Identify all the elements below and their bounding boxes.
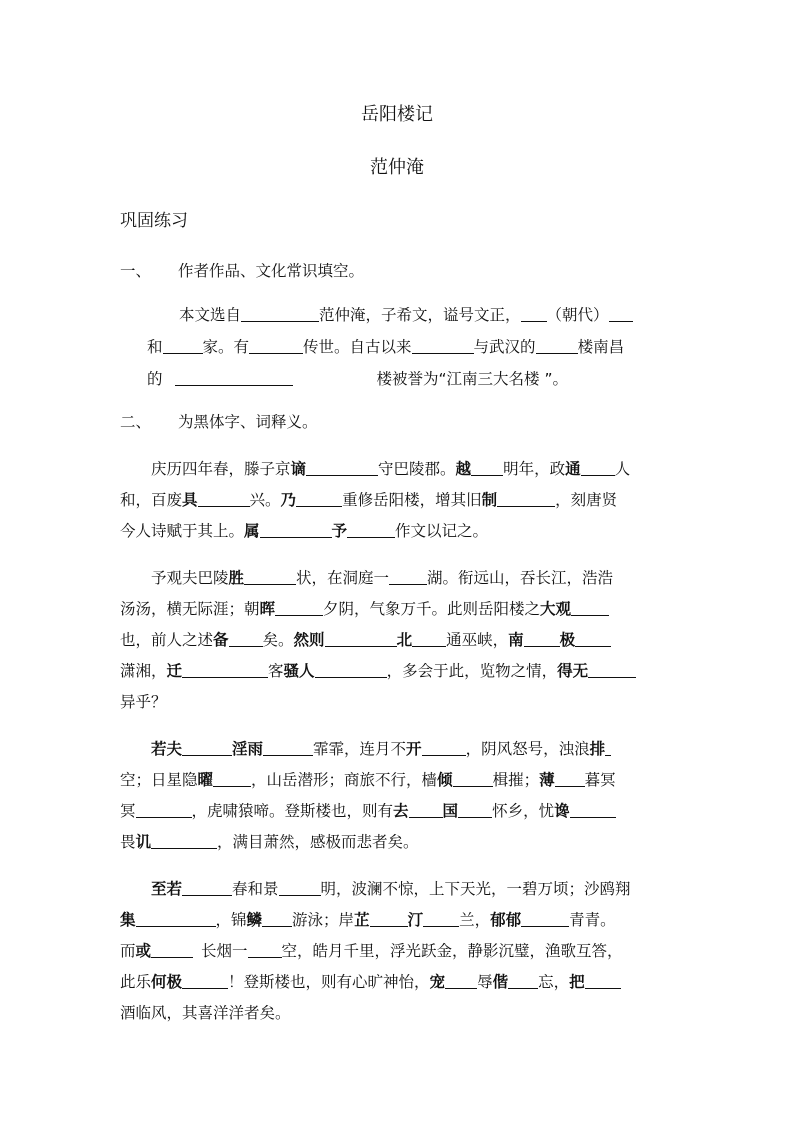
blank[interactable] [279,879,321,896]
blank[interactable] [445,972,477,989]
blank[interactable] [389,568,427,585]
blank[interactable] [409,801,443,818]
p4-line-1: 至若 春和景 明，波澜不惊，上下天光，一碧万顷；沙鸥翔 [151,880,631,898]
blank[interactable] [151,941,193,958]
blank[interactable] [508,972,538,989]
blank[interactable] [296,490,342,507]
p4-line-4: 此乐何极 ！登斯楼也，则有心旷神怡，宠 辱偕 忘，把 [120,971,621,993]
blank[interactable] [412,337,474,354]
blank[interactable] [198,490,250,507]
p3-line-1: 若夫 淫雨 霏霏，连月不开 ，阴风怒号，浊浪排 [151,738,611,760]
p1-line-3: 今人诗赋于其上。属 予 作文以记之。 [120,522,489,540]
blank[interactable] [524,630,560,647]
blank[interactable] [570,801,616,818]
blank[interactable] [536,337,578,354]
blank[interactable] [182,879,232,896]
p4-line-5: 酒临风，其喜洋洋者矣。 [120,1004,291,1022]
q1-line-2: 和 家。有 传世。自古以来 与武汉的 楼南昌 [147,338,625,356]
blank[interactable] [136,910,216,927]
question-1-heading [120,260,364,282]
p4-line-3: 而或 长烟一 空，皓月千里，浮光跃金，静影沉璧，渔歌互答， [120,942,623,960]
blank[interactable] [182,972,228,989]
blank[interactable] [605,739,611,756]
question-number: 二、 [120,413,152,431]
blank[interactable] [151,832,217,849]
blank[interactable] [275,599,323,616]
q1-line-3: 的 楼被誉为“江南三大名楼 ”。 [147,370,569,388]
p2-line-5: 异乎？ [120,693,167,711]
blank[interactable] [262,910,292,927]
blank[interactable] [571,599,609,616]
blank[interactable] [581,459,615,476]
blank[interactable] [412,630,446,647]
blank[interactable] [609,305,633,322]
q1-line-1: 本文选自 范仲淹，子希文，谥号文正， （朝代） [179,304,633,326]
p2-line-2: 汤汤，横无际涯；朝晖 夕阴，气象万千。此则岳阳楼之大观 [120,598,609,620]
blank[interactable] [263,739,313,756]
blank[interactable] [521,910,569,927]
blank[interactable] [585,972,621,989]
blank[interactable] [423,910,459,927]
question-prompt: 为黑体字、词释义。 [178,413,318,431]
blank[interactable] [458,801,492,818]
blank[interactable] [163,337,203,354]
blank[interactable] [136,801,192,818]
blank[interactable] [453,770,493,787]
p3-line-2: 空；日星隐曜 ，山岳潜形；商旅不行，樯倾 楫摧；薄 暮冥 [120,771,616,789]
blank[interactable] [555,770,585,787]
blank[interactable] [370,910,408,927]
blank[interactable] [347,521,395,538]
blank[interactable] [588,661,636,678]
blank[interactable] [315,661,387,678]
p1-line-2: 和，百废具 兴。乃 重修岳阳楼，增其旧制 ，刻唐贤 [120,491,618,509]
blank[interactable] [241,305,319,322]
blank[interactable] [260,521,332,538]
blank[interactable] [175,369,293,386]
p1-line-1: 庆历四年春，滕子京谪 守巴陵郡。越 明年，政通 人 [151,460,631,478]
blank[interactable] [213,770,251,787]
p3-line-3: 冥 ，虎啸猿啼。登斯楼也，则有去 国 怀乡，忧谗 [120,800,616,822]
p2-line-4: 潇湘，迁 客骚人 ，多会于此，览物之情，得无 [120,660,636,682]
blank[interactable] [422,739,466,756]
p3-line-4: 畏讥 ，满目萧然，感极而悲者矣。 [120,833,419,851]
blank[interactable] [521,305,547,322]
p2-line-3: 也，前人之述备 矣。然则 北 通巫峡，南 极 [120,629,611,651]
blank[interactable] [306,459,378,476]
blank[interactable] [471,459,503,476]
blank[interactable] [229,630,263,647]
section-heading: 巩固练习 [120,211,188,231]
blank[interactable] [248,941,282,958]
blank[interactable] [497,490,555,507]
page-title: 岳阳楼记 [361,104,433,125]
blank[interactable] [575,630,611,647]
author-name: 范仲淹 [370,157,424,178]
p4-line-2: 集 ，锦鳞 游泳；岸芷 汀 兰，郁郁 青青。 [120,911,616,929]
question-prompt: 作者作品、文化常识填空。 [178,262,365,280]
blank[interactable] [244,568,296,585]
blank[interactable] [182,739,232,756]
p2-line-1: 予观夫巴陵胜 状，在洞庭一 湖。衔远山，吞长江，浩浩 [151,569,614,587]
blank[interactable] [325,630,397,647]
question-2-heading [120,411,318,433]
question-number: 一、 [120,262,152,280]
blank[interactable] [182,661,268,678]
blank[interactable] [249,337,303,354]
